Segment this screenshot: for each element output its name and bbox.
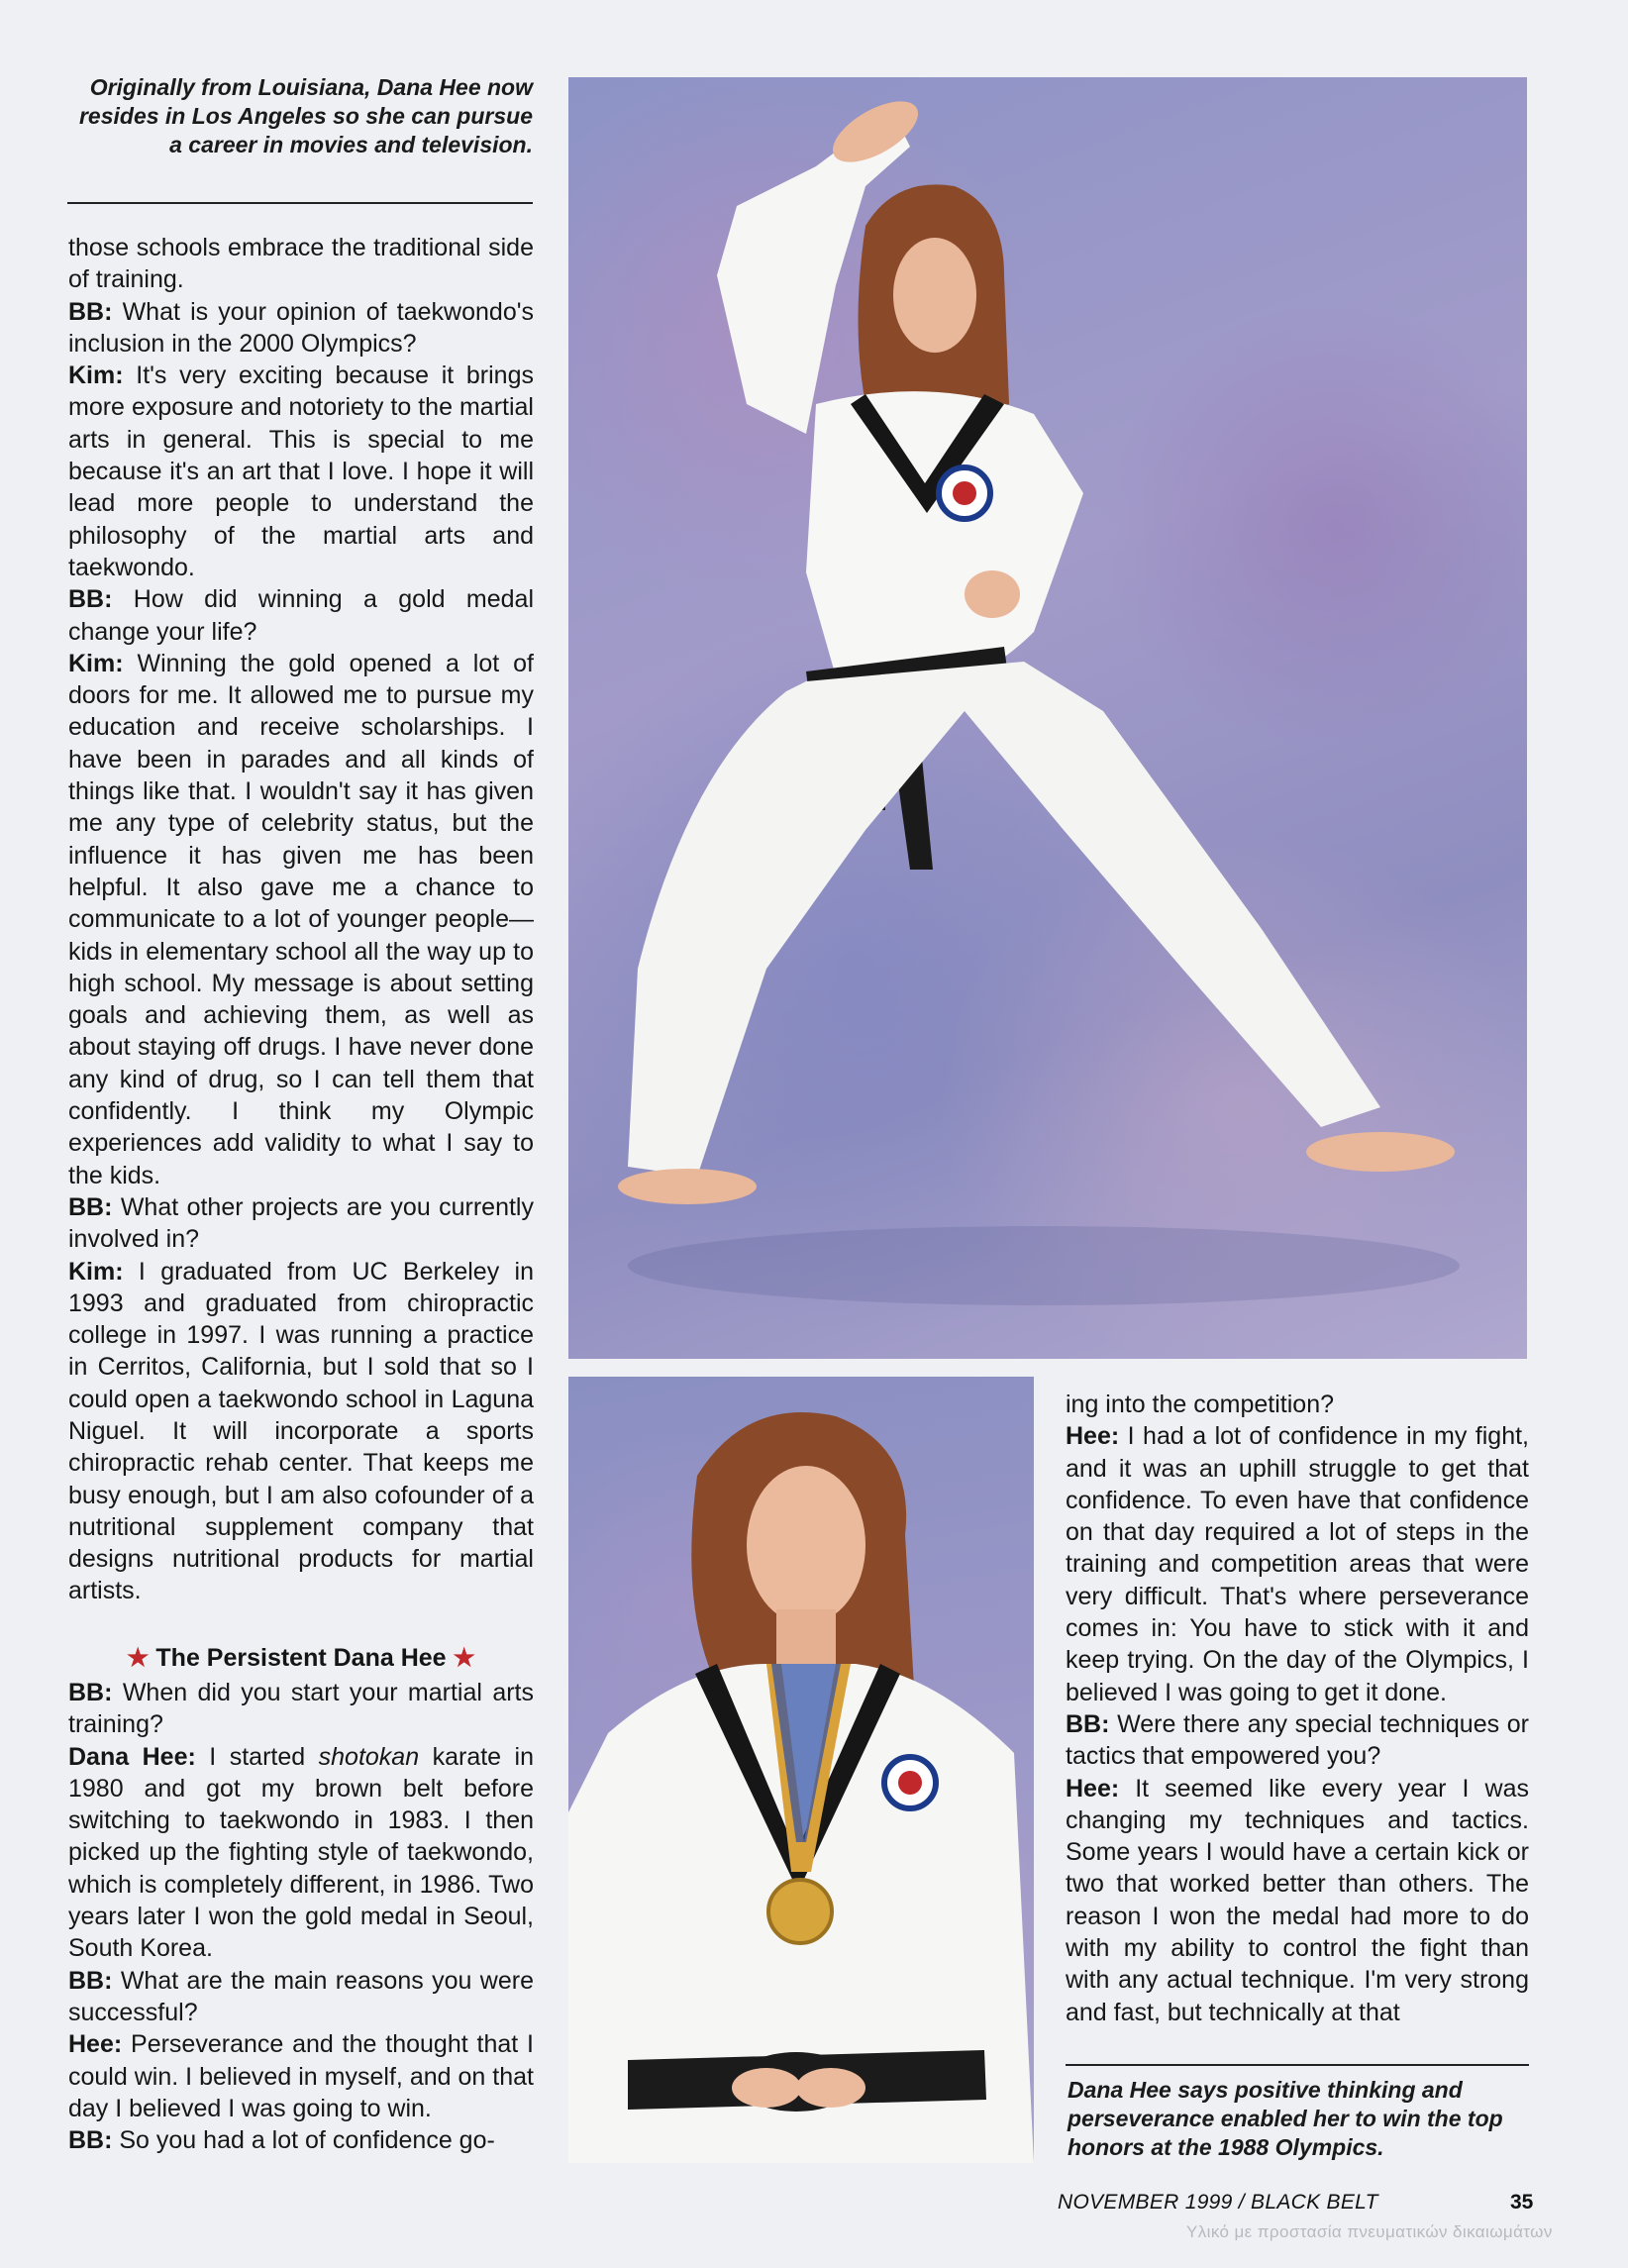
paragraph (1066, 1708, 1529, 1773)
body-text: I had a lot of confidence in my fight, and it was an uphill struggle to get that confidence. To even have that confidence on that day required a lot of steps in the training and competition areas that were very difficult. That's where perseverance comes in: You have to stick with it and keep trying. On the day of the Olympics, I believed I was going to get it done. (1066, 1422, 1529, 1706)
paragraph (68, 296, 534, 361)
speaker-label: Hee: (68, 2030, 123, 2059)
speaker-label: Kim: (68, 361, 124, 390)
body-text: It seemed like every year I was changing my techniques and tactics. Some years I would have a certain kick or two that worked better than others. The reason I won the medal had more to do with my ability to control the fight than with any actual technique. I'm very strong and fast, but technically at that (1066, 1774, 1529, 2026)
speaker-label: Kim: (68, 1257, 124, 1286)
article-column-left-lower (68, 1677, 534, 2156)
body-text: Were there any special techniques or tactics that empowered you? (1066, 1709, 1529, 1771)
speaker-label: BB: (68, 1966, 113, 1995)
section-heading (68, 1642, 534, 1674)
body-text-italic: shotokan (318, 1742, 420, 1771)
body-text: Winning the gold opened a lot of doors for me. It allowed me to pursue my education and receive scholarships. I have been in parades and all kinds of things like that. I wouldn't say it has given me any type of celebrity status, but the influence it has given me has been helpful. It also gave me a chance to communicate to a lot of younger people—kids in elementary school all the way up to high school. My message is about setting goals and achieving them, as well as about staying off drugs. I have never done any kind of drug, so I can tell them that confidently. I think my Olympic experiences add validity to what I say to the kids. (68, 649, 534, 1189)
speaker-label: BB: (68, 1679, 113, 1706)
copyright-watermark: Υλικό με προστασία πνευματικών δικαιωμάτων (1186, 2222, 1553, 2241)
body-text: I started (195, 1742, 319, 1771)
speaker-label: BB: (68, 2126, 113, 2155)
photo-caption-top: Originally from Louisiana, Dana Hee now resides in Los Angeles so she can pursue a career in movies and television. (78, 74, 533, 157)
speaker-label: Kim: (68, 649, 124, 677)
portrait-illustration (568, 1377, 1034, 2163)
body-text: How did winning a gold medal change your life? (68, 585, 534, 646)
speaker-label: BB: (68, 585, 113, 614)
article-column-right (1066, 1389, 1529, 2028)
star-icon: ★ (453, 1644, 475, 1672)
paragraph (68, 2124, 534, 2156)
article-column-left (68, 232, 534, 1607)
paragraph (68, 583, 534, 648)
paragraph (68, 1965, 534, 2029)
paragraph (68, 232, 534, 296)
photo-gold-medal-portrait (568, 1377, 1034, 2163)
photo-fighting-stance (568, 77, 1527, 1359)
body-text: So you had a lot of confidence go- (112, 2126, 495, 2155)
body-text: karate in 1980 and got my brown belt before switching to taekwondo in 1983. I then picked up the fighting style of taekwondo, which is completely different, in 1986. Two years later I won the gold medal in Seoul, South Korea. (68, 1742, 535, 1963)
paragraph (68, 2028, 534, 2124)
speaker-label: Hee: (1066, 1422, 1120, 1451)
body-text: I graduated from UC Berkeley in 1993 and graduated from chiropractic college in 1997. I was running a practice in Cerritos, California, but I sold that so I could open a taekwondo school in Laguna Niguel. It will incorporate a sports chiropractic rehab center. That keeps me busy enough, but I am also cofounder of a nutritional supplement company that designs nutritional products for martial artists. (68, 1257, 534, 1605)
speaker-label: BB: (68, 297, 113, 326)
paragraph (68, 1256, 534, 1607)
paragraph (68, 360, 534, 583)
speaker-label: BB: (68, 1192, 113, 1221)
paragraph (1066, 1389, 1529, 1420)
photo-caption-bottom: Dana Hee says positive thinking and perseverance enabled her to win the top honors at the 1988 Olympics. (1068, 2077, 1503, 2160)
body-text: What is your opinion of taekwondo's inclusion in the 2000 Olympics? (68, 297, 534, 358)
paragraph (68, 648, 534, 1191)
figure-illustration (568, 77, 1527, 1359)
paragraph (68, 1741, 534, 1965)
star-icon: ★ (127, 1644, 150, 1672)
speaker-label: Dana Hee: (68, 1742, 196, 1771)
section-heading-text: The Persistent Dana Hee (155, 1644, 447, 1672)
body-text: It's very exciting because it brings more exposure and notoriety to the martial arts in general. This is special to me because it's an art that I love. I hope it will lead more people to understand the philosophy of the martial arts and taekwondo. (68, 361, 534, 581)
body-text: What other projects are you currently involved in? (68, 1192, 534, 1254)
paragraph (68, 1191, 534, 1256)
paragraph (68, 1677, 534, 1741)
speaker-label: BB: (1066, 1709, 1110, 1738)
paragraph (1066, 1420, 1529, 1708)
body-text: those schools embrace the traditional side of training. (68, 234, 534, 294)
paragraph (1066, 1773, 1529, 2028)
caption-rule-top (67, 202, 533, 204)
body-text: What are the main reasons you were successful? (68, 1966, 534, 2026)
folio: NOVEMBER 1999 / BLACK BELT (1058, 2191, 1378, 2214)
caption-rule-bottom (1066, 2064, 1529, 2066)
body-text: When did you start your martial arts training? (68, 1679, 534, 1739)
speaker-label: Hee: (1066, 1774, 1120, 1803)
body-text: ing into the competition? (1066, 1391, 1335, 1418)
body-text: Perseverance and the thought that I could win. I believed in myself, and on that day I believed I was going to win. (68, 2030, 534, 2122)
page-number: 35 (1510, 2191, 1534, 2214)
